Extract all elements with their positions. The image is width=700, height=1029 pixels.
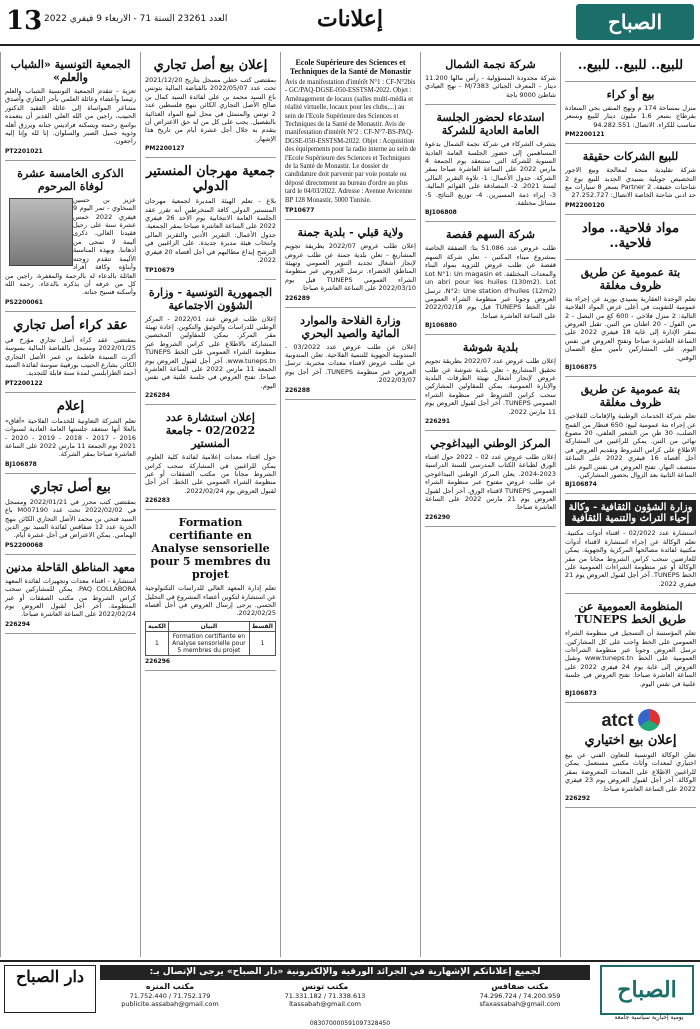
ad-title: معهد المناطق القاحلة مدنين: [6, 560, 135, 574]
office-phone: 71.338.613 / 71.331.182: [284, 991, 366, 1000]
ad-title: بيع أصل تجاري: [30, 479, 111, 495]
ad-title: شركة السهم قفصة: [446, 228, 535, 242]
ads-column-3: [280, 52, 420, 957]
ad-title: مواد فلاحية.. مواد فلاحية..: [581, 220, 680, 251]
ad-title: بتة عمومية عن طريق ظروف مغلقة: [580, 383, 681, 410]
ad-title: وزارة الشؤون الثقافية - وكالة إحياء التراث والتنمية الثقافية: [565, 500, 696, 526]
ad-reference-code: PS2200068: [5, 541, 43, 549]
ad-title: للبيع.. للبيع.. للبيع..: [577, 58, 684, 73]
ad-block: [565, 144, 696, 215]
ad-title: Formation certifiante en Analyse sensorielle pour 5 membres du projet: [150, 516, 271, 582]
ad-block: [565, 377, 696, 494]
page-header: [0, 0, 700, 46]
ad-body: تعلن الوكالة التونسية للتعاون الفني عن بيع اختياري لمعدات وأثاث مكتبي مستعمل. يمكن للراغبين الاطلاع على المعدات المعروضة بمقر الوكالة. آخر أجل لقبول العروض يوم 23 فيفري 2022 على الساعة العاشرة صباحا.: [565, 751, 696, 793]
ad-reference-code: 226296: [145, 657, 171, 665]
section-title: إعلانات: [317, 6, 383, 32]
ad-reference-code: 226292: [565, 795, 591, 803]
ad-reference-code: BJ106875: [565, 364, 597, 372]
ad-body: تعلم إدارة المعهد العالي للدراسات التكنولوجية عن استشارة لتكوين أعضاء المشروع في التحليل الحسي. يرجى إرسال العروض في أجل أقصاه 2022/02/25.: [145, 584, 276, 618]
ad-body: شركة محدودة المسؤولية - رأس مالها 11.200 دينار - المعرف الجبائي 7383/M - نهج العيادي شاطئ 9000 باجة: [425, 74, 556, 99]
ad-title: المركز الوطني البيداغوجي: [430, 436, 551, 450]
ad-reference-code: PM2200127: [145, 145, 185, 153]
office-phone: 71.752.179 / 71.752.440: [129, 991, 211, 1000]
ad-block: [425, 335, 556, 431]
ad-block: [5, 52, 136, 161]
atct-wordmark: atct: [601, 709, 634, 730]
ad-reference-code: 226283: [145, 497, 171, 505]
ad-title: جمعية مهرجان المنستير الدولي: [145, 164, 276, 195]
ad-title: الجمعية التونسية «الشباب والعلم»: [10, 58, 131, 84]
ad-body: شركة تقليدية منحة لمعالجة وبيع الاجور التخصيص جويلية بسيدي الجديد للبيع نوع 2 شاحنات خفيفة، 2 Partner بسعر 8 سيارات مع حد ادنى شاحنة الخاصة الاتصال: 27.252.727: [565, 166, 696, 200]
ad-reference-code: PM2200120: [565, 201, 605, 209]
ad-title: الذكرى الخامسة عشرة لوفاة المرحوم: [17, 166, 124, 193]
office-title: مكتب المنزه: [145, 982, 195, 991]
issue-info: العدد 23261 السنة 71 - الاربعاء 9 فيفري 2022: [44, 14, 228, 24]
table-cell: 1: [249, 631, 275, 655]
ad-body: إعلان طلب عروض عدد 02 - 2022 حول اقتناء الورق لطباعة الكتاب المدرسي للسنة الدراسية 2023-2024. يعلن المركز الوطني البيداغوجي عن طلب عروض مفتوح عبر منظومة الشراء العمومي TUNEPS لاقتناء الورق. آخر أجل لقبول العروض يوم 21 مارس 2022 على الساعة العاشرة صباحا.: [425, 452, 556, 512]
ad-reference-code: 226284: [145, 392, 171, 400]
footer-tagline: يومية إخبارية سياسية جامعة: [614, 1014, 684, 1021]
ad-body: بمقتضى عقد كراء أصل تجاري مؤرخ في 2022/01/25 ومسجل بالقباضة المالية بسوسة أكرت السيدة فاطمة بن عمر الأصل التجاري الكائن بشارع الحبيب بورقيبة سوسة لفائدة السيد أحمد الطرابلسي لمدة سنة قابلة للتجديد.: [5, 335, 136, 378]
ad-body: إعلان طلب عروض 2022/07 بطريقة تجويم المشاريع - تعلن بلدية جمنة عن طلب عروض لإنجاز أشغال تجديد التنوير العمومي وتهيئة المناطق الخضراء. ترسل العروض عبر منظومة الشراء العمومي TUNEPS قبل يوم 2022/03/10 على الساعة العاشرة صباحا.: [285, 242, 416, 293]
office-email[interactable]: ltassabah@gmail.com: [289, 1000, 361, 1008]
ad-block: [565, 215, 696, 260]
ad-block: [145, 280, 276, 406]
footer-contact-banner: لجميع إعلاناتكم الإشهارية في الجرائد الورقية والإلكترونية «دار الصباح» يرجى الإتصال بـ:: [100, 965, 590, 980]
ad-title: ولاية قبلي - بلدية جمنة: [297, 226, 404, 240]
ad-reference-code: 226288: [285, 386, 311, 394]
ad-title: الجمهورية التونسية - وزارة الشؤون الاجتماعية: [148, 285, 273, 312]
ad-title: إعلان بيع اختياري: [584, 733, 677, 749]
table-cell: Formation certifiante en Analyse sensorielle pour 5 membres du projet: [168, 631, 249, 655]
ad-title: للبيع الشركات حقيقة: [582, 150, 679, 164]
deceased-photo: [9, 198, 73, 266]
page-number: 13: [6, 6, 43, 36]
ad-block: [425, 222, 556, 335]
ad-reference-code: BJ106808: [425, 209, 457, 217]
ad-reference-code: 226290: [425, 513, 451, 521]
ad-title: عقد كراء أصل تجاري: [13, 317, 128, 333]
ad-body: إعلان طلب عروض عدد 2022/07 بطريقة تجويم تحقيق المشاريع - تعلن بلدية شوشة عن طلب عروض لإنجاز أشغال تهيئة الطرقات البلدية والإنارة العمومية. يمكن للمقاولين المشاركين سحب كراس الشروط عبر منظومة الشراء العمومي TUNEPS. آخر أجل لقبول العروض يوم 11 مارس 2022.: [425, 357, 557, 416]
table-cell: الكمية: [146, 621, 169, 631]
atct-mark-icon: [638, 709, 660, 731]
ad-block: [5, 393, 136, 474]
atct-logo: [565, 709, 696, 731]
ad-body: تعلم الشركة التعاونية للخدمات الفلاحية «آفاق» بالعلا أنها ستعقد جلستها العامة العادية لسنوات 2016 - 2017 - 2018 - 2019 - 2020 - 2021 يوم الجمعة 11 مارس 2022 على الساعة العاشرة صباحا بمقر الشركة.: [5, 416, 137, 459]
ad-block: [5, 312, 136, 393]
ad-reference-code: 226291: [425, 417, 451, 425]
table-row: [146, 621, 276, 631]
ad-body: استشارة عدد 02/2022 - اقتناء أدوات مكتبية. تعلم الوكالة عن إجراء استشارة لاقتناء أدوات مكتبية لفائدة مصالحها المركزية والجهوية. يمكن للعارضين سحب كراس الشروط مجانا من مقر الوكالة أو عبر منظومة الشراءات العمومية على الخط TUNEPS. آخر أجل لقبول العروض يوم 21 فيفري 2022.: [565, 529, 696, 588]
ad-reference-code: PS2200061: [5, 298, 43, 306]
ad-body: بلاغ - تعلم الهيئة المديرة لجمعية مهرجان المنستير الدولي كافة المنخرطين أنه تقرر عقد الجلسة العامة الانتخابية يوم الأحد 26 فيفري 2022 على الساعة العاشرة صباحا بمقر الجمعية. جدول الأعمال: التقرير الأدبي والتقرير المالي وانتخاب هيئة مديرة جديدة. على الراغبين في الترشح إيداع مطالبهم في أجل أقصاه 20 فيفري 2022.: [145, 197, 276, 265]
ad-reference-code: BJ106873: [565, 690, 597, 698]
office-title: مكتب صفاقس: [491, 982, 549, 991]
ad-block: [285, 220, 416, 307]
ad-reference-code: PT2200122: [5, 379, 43, 387]
footer-office-tunis: [250, 983, 400, 1009]
ad-body: Avis de manifestation d'intérêt N°1 : CF-N°2bis - GC/PAQ-DGSE-050-ESSTSM-2022. Objet : Aménagement de locaux (salles multi-média et réalité virtuelle, locaux pour les clubs,...) au sein de l'Ecole Supérieure des Sciences et Techniques de la Santé de Monastir. Avis de manifestation d'intérêt N°2 : CF-N°7-BS-PAQ-DGSE-050-ESSTSM-2022. Objet : Acquisition des équipements pour la radio interne au sein de l'Ecole Supérieure des Sciences et Techniques de la Santé de Monastir. Le dossier de candidature doit parvenir par voie postale ou déposé directement au bureau d'ordre au plus tard le 04/03/2022. Adresse : Avenue Avicenne BP 128 Monastir, 5000 Tunisie.: [285, 79, 416, 204]
ad-block: [565, 52, 696, 82]
ad-block: [565, 82, 696, 144]
ad-title: إعلام: [56, 398, 85, 414]
ad-title: بلدية شوشة: [462, 341, 519, 355]
ads-column-5: [0, 52, 140, 957]
ad-title: شركة نجمة الشمال: [445, 58, 536, 71]
ad-block: [5, 555, 136, 634]
ad-body: عزيز بن حسين السخاوي - تمر اليوم 9 فيفري 2022 خمس عشرة سنة على رحيل فقيدنا الغالي، ذكرى أليمة لا تمحى من أذهاننا. وبهذه المناسبة الأليمة تتقدم زوجته وأبناؤه وكافة أفراد العائلة بالدعاء له بالرحمة والمغفرة، راجين من كل من عرفه أن يذكره بالدعاء. رحمه الله وأسكنه فسيح جناته.: [5, 195, 136, 297]
ad-reference-code: BJ106880: [425, 322, 457, 330]
ad-block: [565, 494, 696, 594]
ad-body: بمقتضى كتب محرر في 2022/01/21 ومسجل في 2022/02/02 تحت عدد M007190 باع السيد فتحي بن محمد الأصل التجاري الكائن بنهج الحرية عدد 12 صفاقس لفائدة السيد نور الدين الهمامي. يمكن الاعتراض في أجل عشرة أيام.: [5, 497, 137, 540]
ad-body: إعلان طلب عروض عدد 2022/01 - المركز الوطني للدراسات والتوثيق والتكوين. إعادة تهيئة مقر المركز. يمكن للمقاولين المختصين المشاركة بالاطلاع على كراس الشروط عبر منظومة الشراء العمومي على الخط TUNEPS www.tuneps.tn. آخر أجل لقبول العروض يوم الجمعة 11 مارس 2022 على الساعة العاشرة صباحا. تفتح العروض في جلسة علنية في نفس اليوم.: [145, 314, 277, 390]
footer-office-sfax: [440, 983, 600, 1009]
ads-column-2: [420, 52, 560, 957]
ad-reference-code: TP10677: [285, 207, 315, 215]
table-cell: القسط: [249, 621, 275, 631]
ad-body: حول اقتناء معدات إعلامية لفائدة كلية العلوم. يمكن للراغبين في المشاركة سحب كراس الشروط مجانا من مكتب الصفقات أو عبر منظومة الشراء العمومي على الخط. آخر أجل لقبول العروض يوم 2022/02/24.: [145, 453, 276, 495]
ad-block: [5, 474, 136, 555]
items-table: [145, 621, 276, 656]
page-footer: [0, 960, 700, 1029]
ad-body: بمقتضى كتب خطي مسجل بتاريخ 2021/12/20 تحت عدد 2022/05/07 بالقباضة المالية بتونس باع السيد محمد بن علي لفائدة السيد كمال بن صالح الأصل التجاري الكائن بنهج فلسطين عدد 2 تونس والمتمثل في محل لبيع المواد الغذائية بالتفصيل. يجب على كل من له حق الاعتراض أن يتقدم به خلال أجل عشرة أيام من تاريخ هذا الإشهار.: [145, 76, 276, 143]
ad-block: [285, 308, 416, 400]
ad-block: [285, 52, 416, 220]
ad-block: [145, 52, 276, 158]
ad-body: استشارة - اقتناء معدات وتجهيزات لفائدة المعهد PAQ COLLABORA. يمكن للمشاركين سحب كراس الشروط من مكتب الصفقات أو عبر المنظومة. آخر أجل لقبول العروض يوم 2022/02/24 على الساعة العاشرة صباحا.: [5, 576, 136, 619]
ad-block: [145, 405, 276, 510]
footer-print-logo: دار الصباح: [4, 965, 96, 1013]
office-title: مكتب تونس: [301, 982, 349, 991]
ad-body: تعلم الوحدة العقارية بسيدي بوزيد عن إجراء بتة عمومية للتفويت في أعلى عرض المواد الفلاحية التالية: 2 منزل فلاحي - 600 كغ من البصل - 2 من الفول - 20 اطنان من التبن. تقبل العروض بمقر الإدارة إلى غاية 18 فيفري 2022 على الساعة العاشرة صباحا وتفتح العروض في نفس اليوم. على المشاركين تأمين مبلغ الضمان الوقتي.: [565, 294, 697, 362]
ad-reference-code: TP10679: [145, 266, 175, 274]
ad-reference-code: 226289: [285, 294, 311, 302]
office-email[interactable]: publicite.assabah@gmail.com: [121, 1000, 219, 1008]
table-cell: 1: [146, 631, 169, 655]
ad-body: تعلم المؤسسة أن التسجيل في منظومة الشراء العمومي على الخط واجب على كل المشاركين. ترسل العروض وجوبا عبر منظومة الشراءات العمومية على الخط www.tuneps.tn وتقبل العروض إلى غاية يوم 24 فيفري 2022 على الساعة العاشرة صباحا. تفتح العروض في جلسة علنية في نفس اليوم.: [565, 629, 697, 688]
ad-title: بتة عمومية عن طريق ظروف مغلقة: [580, 265, 681, 292]
table-row: [146, 631, 276, 655]
ad-reference-code: BJ106878: [5, 460, 37, 468]
ad-body: تعزية - تتقدم الجمعية التونسية الشباب والعلم رئيسا وأعضاء وعائلة العلمي بأحر التعازي وأصدق مشاعر المواساة إلى عائلة الفقيد الدكتور الحبيب، راجين من الله العلي القدير أن يتغمده بواسع رحمته ويسكنه فراديس جنانه ويرزق أهله وذويه جميل الصبر والسلوان. إنا لله وإنا إليه راجعون.: [5, 87, 136, 146]
ad-body: منزل بمساحة 174 م ونهج المنفى بحي السعادة بقرطاج بسعر 1.6 مليون دينار للبيع وبسعر مناسب للكراء. الاتصال: 94.282.551: [565, 104, 696, 129]
ad-title: استدعاء لحضور الجلسة العامة العادية للشركة: [436, 111, 545, 138]
ad-body: طلب عروض عدد 51.086 بتا: الصفقة الخاصة بمشروع ميناء المكنين - تعلن شركة السهم قفصة عن طلب عروض للتزويد بمواد البناء والمعدات المختلفة. Lot N°1: Un magasin et un abri pour les huiles (130m2). Lot N°2: Une station d'huiles (12m2). ترسل العروض وجوبا عبر منظومة الشراء العمومي على الخط TUNEPS قبل يوم 2022/02/18 على الساعة العاشرة صباحا.: [425, 244, 556, 320]
footer-account-number: 083070000591097328450: [309, 1020, 391, 1027]
ad-block: [145, 158, 276, 279]
ad-title: المنظومة العمومية عن طريق الخط TUNEPS: [574, 600, 687, 627]
ad-block: [565, 260, 696, 377]
ad-reference-code: PM2200121: [565, 131, 605, 139]
ad-block: [5, 161, 136, 312]
ad-title: إعلان استشارة عدد 02/2022 - جامعة المنستير: [165, 411, 256, 451]
ad-block: [145, 510, 276, 671]
ad-title: Ecole Supérieure des Sciences et Techniques de la Santé de Monastir: [289, 58, 412, 76]
ad-block: [565, 703, 696, 808]
ad-title: وزارة الفلاحة والموارد المائية والصيد البحري: [300, 313, 401, 340]
office-email[interactable]: sfaxassabah@gmail.com: [479, 1000, 561, 1008]
ad-title: إعلان بيع أصل تجاري: [153, 58, 268, 73]
footer-logo: الصباح: [600, 965, 694, 1015]
ad-reference-code: BJ106874: [565, 481, 597, 489]
ad-body: تعلم شركة الخدمات الوطنية والإقامات للفلاحين عن إجراء بتة عمومية لبيع: 650 قنطار من القمح الصلب، 30 طن من الشعير العلفي، 20 مصوغ نهائي من التبن. يمكن للراغبين في المشاركة الاطلاع على كراس الشروط وتقديم العروض في أجل أقصاه 16 فيفري 2022 على الساعة منتصف النهار. تفتح العروض في نفس اليوم على الساعة الثانية بعد الزوال بحضور المشاركين.: [565, 412, 697, 479]
table-cell: البيان: [168, 621, 249, 631]
ad-block: [425, 105, 556, 222]
ad-reference-code: PT2201021: [5, 147, 43, 155]
ads-column-4: [140, 52, 280, 957]
footer-office-hq: [110, 983, 230, 1009]
ad-block: [565, 594, 696, 703]
ad-block: [425, 52, 556, 105]
ad-title: بيع أو كراء: [606, 88, 655, 101]
ad-body: إعلان عن طلب عروض عدد 03/2022 - المندوبية الجهوية للتنمية الفلاحية. تعلن المندوبية عن طلب عروض لاقتناء معدات مخبرية. ترسل العروض عبر منظومة TUNEPS. آخر أجل يوم 2022/03/07.: [285, 342, 416, 385]
ad-block: [425, 431, 556, 527]
ad-reference-code: 226294: [5, 620, 31, 628]
ad-body: يتشرف الشركاء في شركة نجمة الشمال بدعوة المساهمين إلى حضور الجلسة العامة العادية السنوية للشركة التي ستنعقد يوم الجمعة 4 مارس 2022 على الساعة العاشرة صباحا بمقر الشركة. جدول الأعمال: 1- تلاوة التقرير المالي لسنة 2021. 2- المصادقة على القوائم المالية. 3- إبراء ذمة المسيرين. 4- توزيع النتائج. 5- مسائل مختلفة.: [425, 140, 556, 208]
office-phone: 74.200.959 / 74.296.724: [479, 991, 561, 1000]
newspaper-logo: الصباح: [576, 4, 694, 40]
ads-column-1: [560, 52, 700, 957]
